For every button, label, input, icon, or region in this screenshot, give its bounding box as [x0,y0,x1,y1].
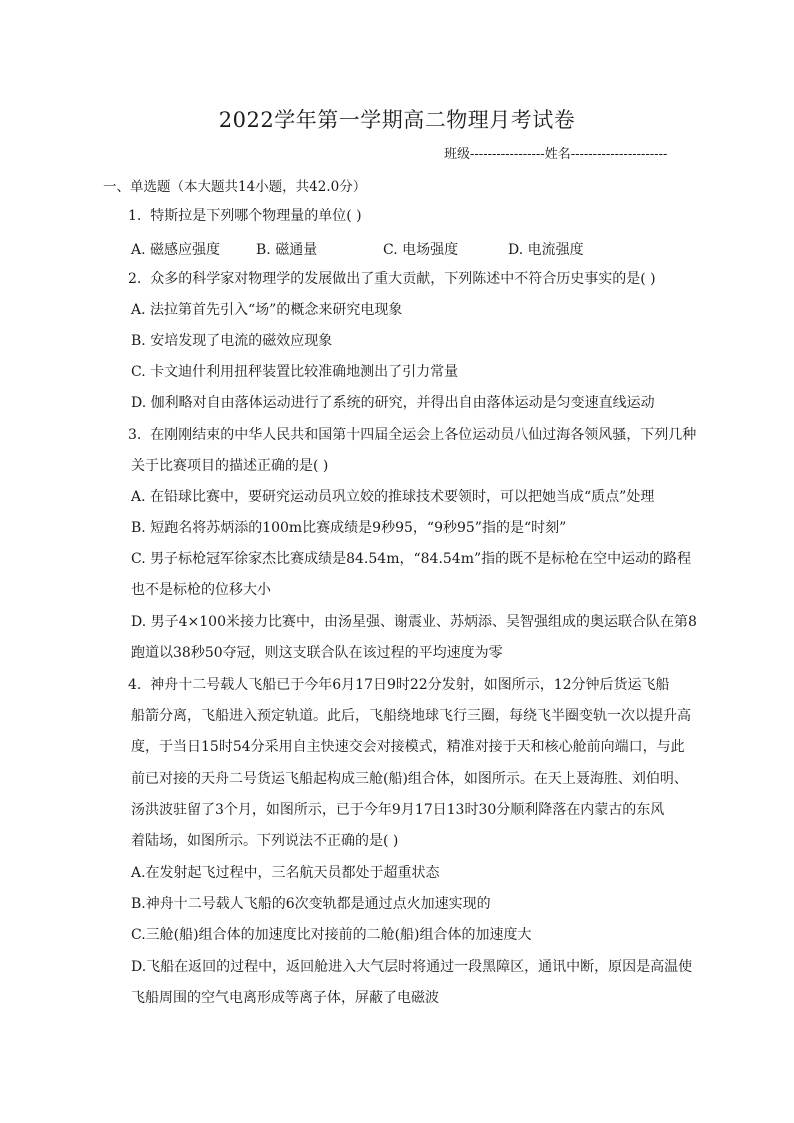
question-3-option-d-cont: 跑道以38秒50夺冠，则这支联合队在该过程的平均速度为零 [131,645,503,661]
question-3-stem-line-2: 关于比赛项目的描述正确的是( ) [131,458,329,474]
question-4-stem-line-4: 前已对接的天舟二号货运飞船起构成三舱(船)组合体，如图所示。在天上聂海胜、刘伯明、 [131,771,688,787]
class-label: 班级 [444,147,471,162]
class-name-line [444,146,667,164]
question-3-option-b: B. 短跑名将苏炳添的100m比赛成绩是9秒95，“9秒95”指的是“时刻” [131,520,567,536]
question-2-stem: 众多的科学家对物理学的发展做出了重大贡献，下列陈述中不符合历史事实的是( ) [150,271,656,287]
question-2-option-d: D. 伽利略对自由落体运动进行了系统的研究，并得出自由落体运动是匀变速直线运动 [131,395,655,411]
question-1-number: 1. [128,208,142,224]
question-3-option-c-cont: 也不是标枪的位移大小 [131,582,271,598]
question-1-option-d: D. 电流强度 [508,242,584,258]
question-2-stem-line [128,270,656,288]
question-1-option-b: B. 磁通量 [256,242,318,258]
question-1-stem: 特斯拉是下列哪个物理量的单位( ) [150,208,362,224]
name-blank: ---------------------- [570,147,668,162]
question-1-stem-line [128,207,362,225]
question-4-number: 4. [128,677,142,693]
question-3-stem-line-1 [128,426,696,444]
question-4-stem-1: 神舟十二号载人飞船已于今年6月17日9时22分发射，如图所示，12分钟后货运飞船 [150,677,670,693]
question-1-option-c: C. 电场强度 [383,242,459,258]
question-4-option-b: B.神舟十二号载人飞船的6次变轨都是通过点火加速实现的 [131,896,491,912]
question-4-stem-line-3: 度，于当日15时54分采用自主快速交会对接模式，精准对接于天和核心舱前向端口，与此 [131,739,685,755]
class-blank: ----------------- [470,147,545,162]
question-3-option-d: D. 男子4×100米接力比赛中，由汤星强、谢震业、苏炳添、吴智强组成的奥运联合队在第8 [131,614,697,630]
section-heading: 一、单选题（本大题共14小题，共42.0分） [103,179,367,195]
question-3-option-a: A. 在铅球比赛中，要研究运动员巩立姣的推球技术要领时，可以把她当成“质点”处理 [131,489,655,505]
question-3-option-c: C. 男子标枪冠军徐家杰比赛成绩是84.54m，“84.54m”指的既不是标枪在空中运动的路程 [131,551,692,567]
question-2-option-b: B. 安培发现了电流的磁效应现象 [131,333,333,349]
question-2-number: 2. [128,271,142,287]
question-4-stem-line-2: 船箭分离，飞船进入预定轨道。此后，飞船绕地球飞行三圈，每绕飞半圈变轨一次以提升高 [131,708,691,724]
question-2-option-c: C. 卡文迪什利用扭秤装置比较准确地测出了引力常量 [131,364,459,380]
page-title: 2022学年第一学期高二物理月考试卷 [218,108,576,132]
question-1-option-a: A. 磁感应强度 [131,242,221,258]
question-4-option-c: C.三舱(船)组合体的加速度比对接前的二舱(船)组合体的加速度大 [131,927,532,943]
question-4-option-a: A.在发射起飞过程中，三名航天员都处于超重状态 [131,865,440,881]
question-4-stem-line-6: 着陆场，如图所示。下列说法不正确的是( ) [131,833,399,849]
name-label: 姓名 [544,147,571,162]
question-4-stem-line-1 [128,676,670,694]
question-4-stem-line-5: 汤洪波驻留了3个月，如图所示，已于今年9月17日13时30分顺利降落在内蒙古的东风 [131,802,665,818]
question-4-option-d: D.飞船在返回的过程中，返回舱进入大气层时将通过一段黑障区，通讯中断，原因是高温使 [131,959,693,975]
question-3-stem-1: 在刚刚结束的中华人民共和国第十四届全运会上各位运动员八仙过海各领风骚，下列几种 [150,427,697,443]
question-4-option-d-cont: 飞船周围的空气电离形成等离子体，屏蔽了电磁波 [131,990,439,1006]
question-3-number: 3. [128,427,142,443]
question-2-option-a: A. 法拉第首先引入“场”的概念来研究电现象 [131,302,403,318]
